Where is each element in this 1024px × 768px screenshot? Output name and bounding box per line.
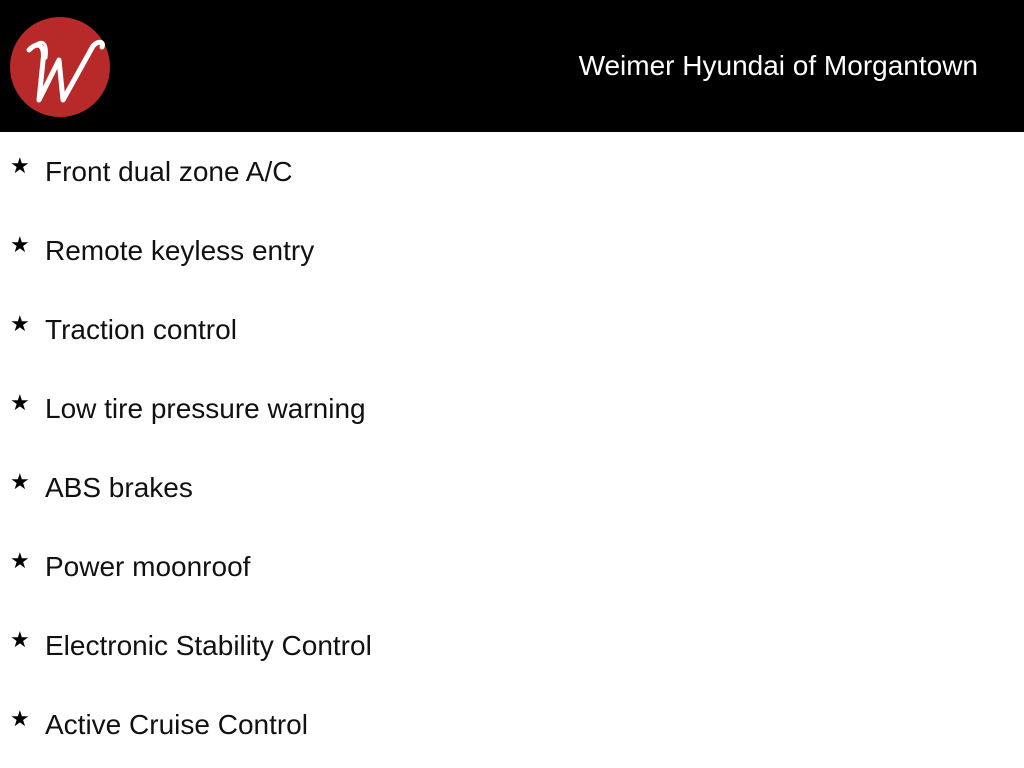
feature-label: Traction control — [45, 314, 237, 345]
feature-label: Low tire pressure warning — [45, 393, 366, 424]
feature-label: Electronic Stability Control — [45, 630, 372, 661]
list-item — [0, 290, 1024, 369]
list-item — [0, 448, 1024, 527]
feature-list — [0, 132, 1024, 764]
list-item — [0, 211, 1024, 290]
star-icon: ★ — [10, 312, 30, 337]
feature-label: Remote keyless entry — [45, 235, 315, 266]
list-item — [0, 132, 1024, 211]
list-item — [0, 369, 1024, 448]
feature-label: Active Cruise Control — [45, 709, 308, 740]
star-icon: ★ — [10, 154, 30, 179]
star-icon: ★ — [10, 628, 30, 653]
dealer-name: Weimer Hyundai of Morgantown — [578, 50, 978, 81]
header-bar — [0, 0, 1024, 132]
list-item — [0, 606, 1024, 685]
star-icon: ★ — [10, 549, 30, 574]
feature-label: Front dual zone A/C — [45, 156, 293, 187]
list-item — [0, 527, 1024, 606]
feature-label: ABS brakes — [45, 472, 193, 503]
star-icon: ★ — [10, 707, 30, 732]
star-icon: ★ — [10, 233, 30, 258]
weimer-logo-icon — [9, 16, 111, 118]
star-icon: ★ — [10, 470, 30, 495]
list-item — [0, 685, 1024, 764]
feature-label: Power moonroof — [45, 551, 251, 582]
star-icon: ★ — [10, 391, 30, 416]
